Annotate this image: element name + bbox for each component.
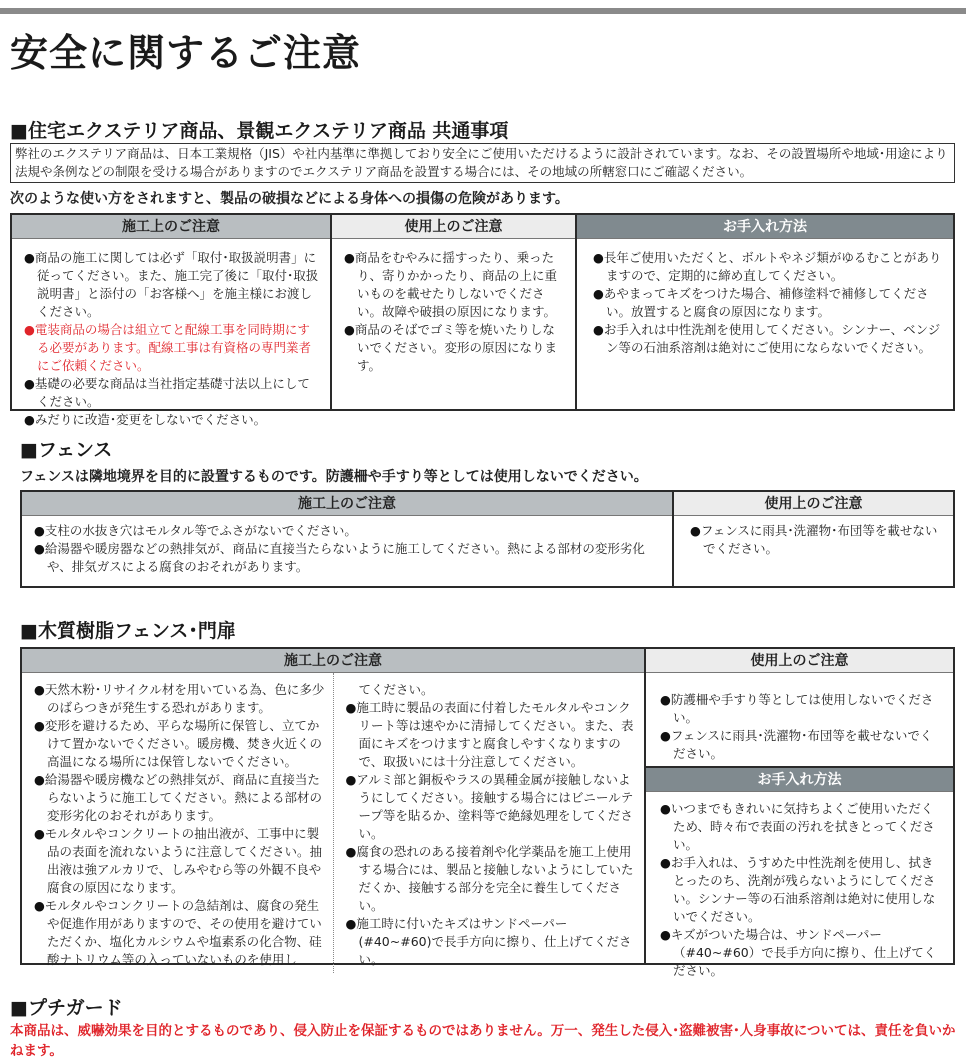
fence-usage-column xyxy=(674,492,953,586)
column-header: 施工上のご注意 xyxy=(12,215,330,239)
bullet-item: ● 変形を避けるため、平らな場所に保管し、立てかけて置かないでください。暖房機、焚き火近くの高温になる場所には保管しないでください。 xyxy=(34,717,325,771)
column-header: 使用上のご注意 xyxy=(332,215,575,239)
item-list xyxy=(674,516,953,586)
item-list xyxy=(346,699,637,969)
bullet-item: ● 施工時に付いたキズはサンドペーパー(#40~#60)で長手方向に擦り、仕上げてください。 xyxy=(346,915,637,969)
common-lead: 次のような使い方をされますと、製品の破損などによる身体への損傷の危険があります。 xyxy=(10,191,569,207)
bullet-item: ● 電装商品の場合は組立てと配線工事を同時期にする必要があります。配線工事は有資格の専門業者にご依頼ください。 xyxy=(24,321,320,375)
bullet-item: ● 長年ご使用いただくと、ボルトやネジ類がゆるむことがありますので、定期的に締め直してください。 xyxy=(593,249,943,285)
bullet-item: ● 給湯器や暖房器などの熱排気が、商品に直接当たらないように施工してください。熱による部材の変形劣化や、排気ガスによる腐食のおそれがあります。 xyxy=(34,540,662,576)
section-heading-petit: ■プチガード xyxy=(10,997,123,1019)
wood-construction-column xyxy=(22,649,646,967)
bullet-item: ● 施工時に製品の表面に付着したモルタルやコンクリート等は速やかに清掃してください。また、表面にキズをつけますと腐食しやすくなりますので、取扱いには十分注意してください。 xyxy=(346,699,637,771)
wood-table xyxy=(20,647,955,978)
fence-table xyxy=(20,490,955,588)
fence-lead: フェンスは隣地境界を目的に設置するものです。防護柵や手すり等としては使用しないでください。 xyxy=(20,469,648,485)
item-list xyxy=(577,239,953,409)
section-heading-fence: ■フェンス xyxy=(20,439,113,461)
bullet-item: ● 支柱の水抜き穴はモルタル等でふさがないでください。 xyxy=(34,522,662,540)
bullet-item: ● アルミ部と銅板やラスの異種金属が接触しないようにしてください。接触する場合にはビニールテープ等を貼るか、塗料等で絶縁処理をしてください。 xyxy=(346,771,637,843)
bullet-item: ● みだりに改造･変更をしないでください。 xyxy=(24,411,320,429)
column-header: お手入れ方法 xyxy=(646,768,953,792)
item-list xyxy=(12,239,330,433)
column-header: 施工上のご注意 xyxy=(22,492,672,516)
page-title: 安全に関するご注意 xyxy=(10,31,362,75)
two-column-body xyxy=(22,673,644,973)
bullet-item: ● モルタルやコンクリートの抽出液が、工事中に製品の表面を流れないように注意してください。抽出液は強アルカリで、しみやむら等の外観不良や腐食の原因になります。 xyxy=(34,825,325,897)
column-header: 使用上のご注意 xyxy=(646,649,953,673)
bullet-item: ● いつまでもきれいに気持ちよくご使用いただくため、時々布で表面の汚れを拭きとってください。 xyxy=(660,800,943,854)
item-list xyxy=(646,673,953,768)
wood-right-column xyxy=(646,649,953,978)
top-rule xyxy=(0,8,966,14)
bullet-item: ● モルタルやコンクリートの急結剤は、腐食の発生や促進作用がありますので、その使用を避けていただくか、塩化カルシウムや塩素系の化合物、硅酸ナトリウム等の入っていないものを使用し xyxy=(34,897,325,969)
continued-text: てください。 xyxy=(358,682,434,697)
bullet-item: ● 天然木粉･リサイクル材を用いている為、色に多少のばらつきが発生する恐れがあります。 xyxy=(34,681,325,717)
column-header: お手入れ方法 xyxy=(577,215,953,239)
section-heading-common: ■住宅エクステリア商品、景観エクステリア商品 共通事項 xyxy=(10,120,509,142)
item-list xyxy=(332,239,575,409)
bullet-item: ● 商品のそばでゴミ等を焼いたりしないでください。変形の原因になります。 xyxy=(344,321,565,375)
fence-construction-column xyxy=(22,492,674,586)
bullet-item: ● フェンスに雨具･洗濯物･布団等を載せないでください。 xyxy=(690,522,943,558)
item-list xyxy=(646,792,953,984)
column-header: 施工上のご注意 xyxy=(22,649,644,673)
bullet-item: ● 腐食の恐れのある接着剤や化学薬品を施工上使用する場合には、製品と接触しないようにしていただくか、接触する部分を完全に養生してください。 xyxy=(346,843,637,915)
bullet-item: ● 防護柵や手すり等としては使用しないでください。 xyxy=(660,691,943,727)
right-sub-column xyxy=(333,673,645,973)
bullet-item: ● 給湯器や暖房機などの熱排気が、商品に直接当たらないように施工してください。熱による部材の変形劣化のおそれがあります。 xyxy=(34,771,325,825)
left-sub-column xyxy=(22,673,333,973)
column-header: 使用上のご注意 xyxy=(674,492,953,516)
item-list xyxy=(22,516,672,586)
bullet-item: ● 商品をむやみに揺すったり、乗ったり、寄りかかったり、商品の上に重いものを載せたりしないでください。故障や破損の原因になります。 xyxy=(344,249,565,321)
petit-warning: 本商品は、威嚇効果を目的とするものであり、侵入防止を保証するものではありません。万一、発生した侵入･盗難被害･人身事故については、責任を負いかねます。 xyxy=(10,1023,956,1059)
common-intro: 弊社のエクステリア商品は、日本工業規格（JIS）や社内基準に準拠しており安全にご使用いただけるように設計されています。なお、その設置場所や地域･用途により法規や条例などの制限を受ける場合がありますのでエクステリア商品を設置する場合には、その地域の所轄窓口にご確認ください。 xyxy=(10,143,955,183)
bullet-item: ● フェンスに雨具･洗濯物･布団等を載せないでください。 xyxy=(660,727,943,763)
common-care-column xyxy=(577,215,953,409)
bullet-item: ● 商品の施工に関しては必ず「取付･取扱説明書」に従ってください。また、施工完了後に「取付･取扱説明書」と添付の「お客様へ」を施主様にお渡しください。 xyxy=(24,249,320,321)
common-usage-column xyxy=(332,215,577,409)
bullet-item: ● キズがついた場合は、サンドペーパー（#40~#60）で長手方向に擦り、仕上げてください。 xyxy=(660,926,943,980)
section-heading-wood: ■木質樹脂フェンス･門扉 xyxy=(20,620,236,642)
bullet-item: ● お手入れは中性洗剤を使用してください。シンナー、ベンジン等の石油系溶剤は絶対にご使用にならないでください。 xyxy=(593,321,943,357)
common-table xyxy=(10,213,955,427)
bullet-item: ● 基礎の必要な商品は当社指定基礎寸法以上にしてください。 xyxy=(24,375,320,411)
item-list xyxy=(34,681,325,969)
bullet-item: ● お手入れは、うすめた中性洗剤を使用し、拭きとったのち、洗剤が残らないようにしてください。シンナー等の石油系溶剤は絶対に使用しないでください。 xyxy=(660,854,943,926)
bullet-item: ● あやまってキズをつけた場合、補修塗料で補修してください。放置すると腐食の原因になります。 xyxy=(593,285,943,321)
common-construction-column xyxy=(12,215,332,427)
